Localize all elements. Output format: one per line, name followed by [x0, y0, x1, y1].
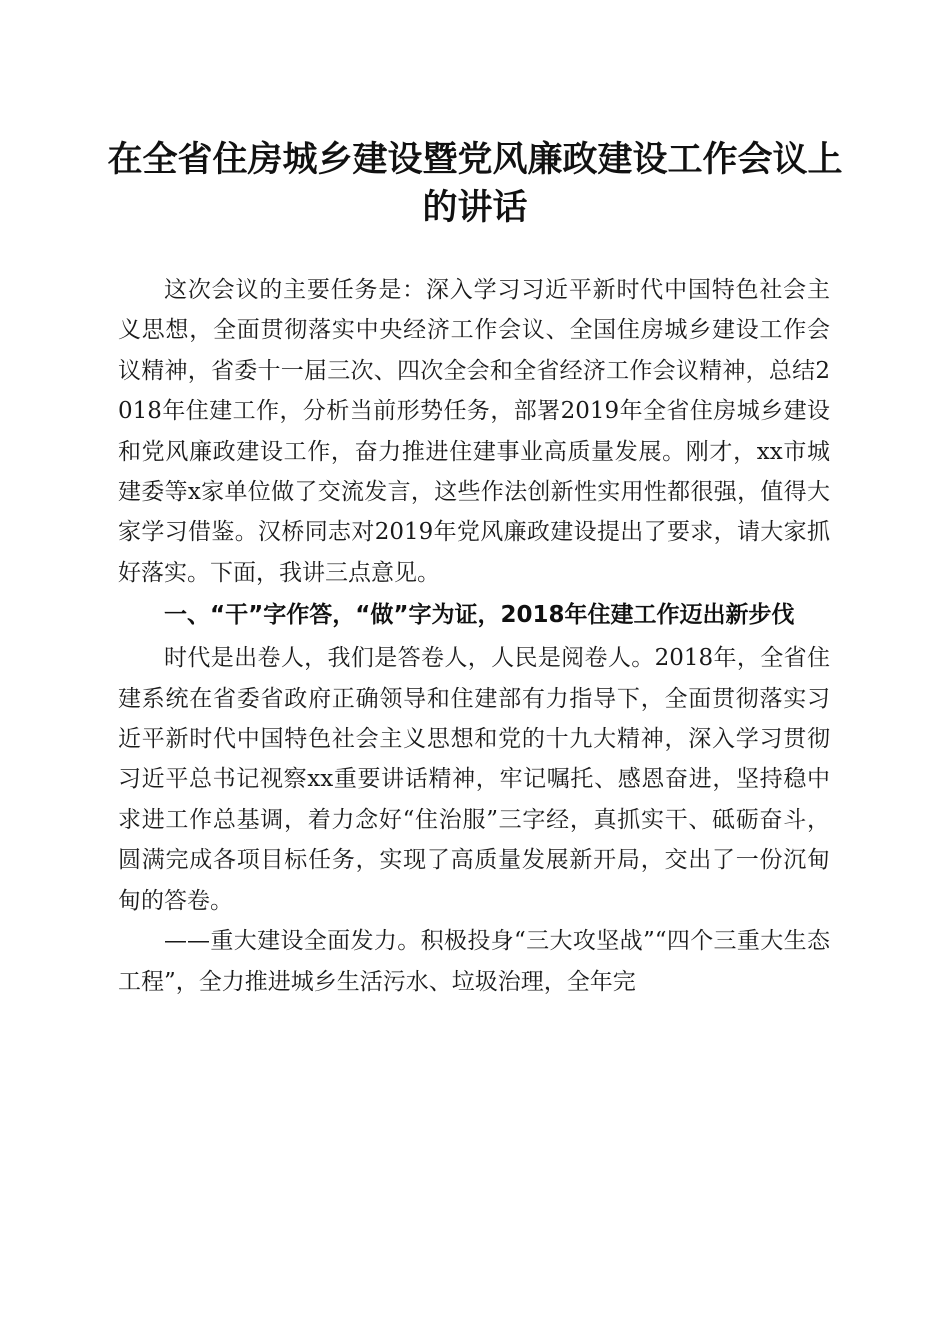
document-body	[118, 270, 830, 1002]
section-heading: 一、“干”字作答，“做”字为证，2018年住建工作迈出新步伐	[164, 602, 795, 629]
section-paragraph: 时代是出卷人，我们是答卷人，人民是阅卷人。2018年，全省住建系统在省委省政府正确领导和住建部有力指导下，全面贯彻落实习近平新时代中国特色社会主义思想和党的十九大精神，深入学习贯彻习近平总书记视察xx重要讲话精神，牢记嘱托、感恩奋进，坚持稳中求进工作总基调，着力念好“住治服”三字经，真抓实干、砥砺奋斗，圆满完成各项目标任务，实现了高质量发展新开局，交出了一份沉甸甸的答卷。	[118, 645, 830, 914]
intro-paragraph: 这次会议的主要任务是：深入学习习近平新时代中国特色社会主义思想，全面贯彻落实中央经济工作会议、全国住房城乡建设工作会议精神，省委十一届三次、四次全会和全省经济工作会议精神，总结2018年住建工作，分析当前形势任务，部署2019年全省住房城乡建设和党风廉政建设工作，奋力推进住建事业高质量发展。刚才，xx市城建委等x家单位做了交流发言，这些作法创新性实用性都很强，值得大家学习借鉴。汉桥同志对2019年党风廉政建设提出了要求，请大家抓好落实。下面，我讲三点意见。	[118, 277, 830, 586]
document-title: 在全省住房城乡建设暨党风廉政建设工作会议上的讲话	[107, 139, 843, 228]
section-paragraph: ——重大建设全面发力。积极投身“三大攻坚战”“四个三重大生态工程”，全力推进城乡生活污水、垃圾治理，全年完	[118, 928, 830, 995]
